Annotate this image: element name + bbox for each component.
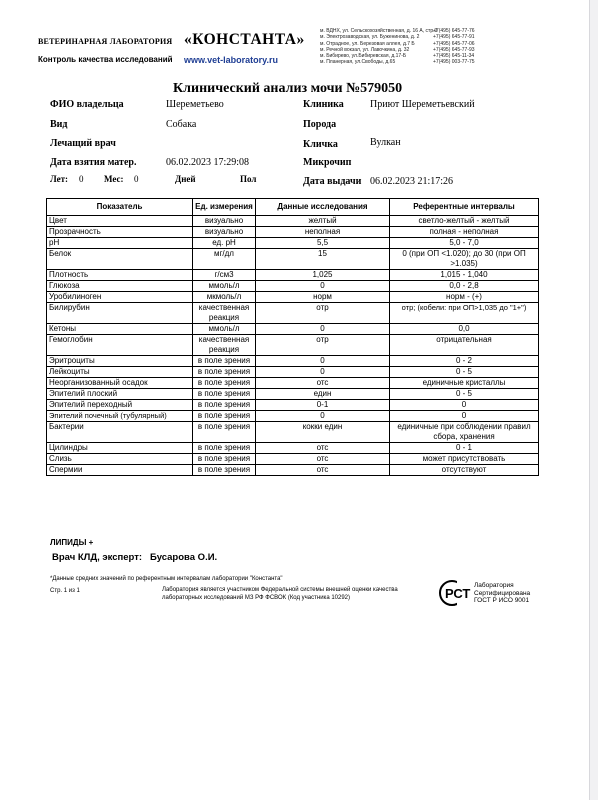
table-row xyxy=(47,249,539,270)
results-table xyxy=(46,198,539,476)
cell-result: отр xyxy=(256,303,390,324)
cell-reference: 0 xyxy=(390,411,539,422)
cell-indicator: Слизь xyxy=(47,454,193,465)
cell-reference: отсутствуют xyxy=(390,465,539,476)
header-reference: Референтные интервалы xyxy=(390,199,539,216)
cell-indicator: Плотность xyxy=(47,270,193,281)
years-value: 0 xyxy=(79,174,84,184)
clinic-label: Клиника xyxy=(303,99,344,110)
cell-unit: в поле зрения xyxy=(193,422,256,443)
cell-reference: отрицательная xyxy=(390,335,539,356)
species-value: Собака xyxy=(166,119,197,130)
cell-unit: в поле зрения xyxy=(193,411,256,422)
cell-result: кокки един xyxy=(256,422,390,443)
table-row xyxy=(47,324,539,335)
cell-indicator: Кетоны xyxy=(47,324,193,335)
cell-reference: полная - неполная xyxy=(390,227,539,238)
cell-unit: качественная реакция xyxy=(193,335,256,356)
issue-date-label: Дата выдачи xyxy=(303,176,362,187)
table-row xyxy=(47,292,539,303)
table-row xyxy=(47,227,539,238)
microchip-label: Микрочип xyxy=(303,157,352,168)
owner-value: Шереметьево xyxy=(166,99,224,110)
viewer-edge xyxy=(589,0,598,800)
cell-result: един xyxy=(256,389,390,400)
cell-result: 0 xyxy=(256,356,390,367)
cell-unit: в поле зрения xyxy=(193,367,256,378)
clinic-value: Приют Шереметьевский xyxy=(370,99,475,110)
months-label: Мес: xyxy=(104,174,124,184)
cell-result: неполная xyxy=(256,227,390,238)
lipids-note: ЛИПИДЫ + xyxy=(50,538,94,547)
table-row xyxy=(47,281,539,292)
cell-reference: отр; (кобели: при ОП>1,035 до "1+") xyxy=(390,303,539,324)
cell-reference: светло-желтый - желтый xyxy=(390,216,539,227)
cell-result: желтый xyxy=(256,216,390,227)
cell-result: 0 xyxy=(256,324,390,335)
cell-reference: 0 xyxy=(390,400,539,411)
cell-result: отр xyxy=(256,335,390,356)
sex-label: Пол xyxy=(240,174,257,184)
cell-result: отс xyxy=(256,378,390,389)
cell-result: 5,5 xyxy=(256,238,390,249)
cell-indicator: Спермии xyxy=(47,465,193,476)
cell-result: отс xyxy=(256,443,390,454)
nickname-label: Кличка xyxy=(303,139,338,150)
doctor-signature-label: Врач КЛД, эксперт: xyxy=(52,552,143,563)
cell-indicator: Эпителий почечный (тубулярный) xyxy=(47,411,193,422)
cell-indicator: Цвет xyxy=(47,216,193,227)
cell-unit: в поле зрения xyxy=(193,465,256,476)
cell-unit: визуально xyxy=(193,216,256,227)
table-row xyxy=(47,411,539,422)
table-row xyxy=(47,422,539,443)
species-label: Вид xyxy=(50,119,68,130)
cell-indicator: Эритроциты xyxy=(47,356,193,367)
page-number: Стр. 1 из 1 xyxy=(50,588,80,594)
lab-subtitle: Контроль качества исследований xyxy=(38,55,173,64)
days-label: Дней xyxy=(175,174,196,184)
cell-reference: 0,0 xyxy=(390,324,539,335)
cell-result: 0 xyxy=(256,281,390,292)
cert-logo xyxy=(438,578,472,608)
cell-result: 15 xyxy=(256,249,390,270)
cell-reference: 1,015 - 1,040 xyxy=(390,270,539,281)
cell-unit: в поле зрения xyxy=(193,389,256,400)
doctor-label: Лечащий врач xyxy=(50,138,116,149)
cell-reference: 0 - 1 xyxy=(390,443,539,454)
cert-text: Лаборатория Сертифицирована ГОСТ Р ИСО 9001 xyxy=(474,582,531,604)
table-row xyxy=(47,356,539,367)
cell-reference: 0 - 5 xyxy=(390,367,539,378)
cell-unit: ед. pH xyxy=(193,238,256,249)
cell-result: 0 xyxy=(256,367,390,378)
sample-date-value: 06.02.2023 17:29:08 xyxy=(166,157,250,168)
cell-indicator: Бактерии xyxy=(47,422,193,443)
table-row xyxy=(47,216,539,227)
cell-indicator: Эпителий плоский xyxy=(47,389,193,400)
cell-reference: 0 - 2 xyxy=(390,356,539,367)
table-row xyxy=(47,335,539,356)
nickname-value: Вулкан xyxy=(370,137,401,148)
footnote: *Данные средних значений по референтным интервалам лаборатории "Константа" xyxy=(50,576,283,582)
breed-label: Порода xyxy=(303,119,337,130)
cell-reference: 0,0 - 2,8 xyxy=(390,281,539,292)
cell-indicator: Уробилиноген xyxy=(47,292,193,303)
table-row xyxy=(47,238,539,249)
cell-reference: единичные при соблюдении правил сбора, хранения xyxy=(390,422,539,443)
cell-result: 0-1 xyxy=(256,400,390,411)
cell-indicator: Глюкоза xyxy=(47,281,193,292)
doctor-signature-name: Бусарова О.И. xyxy=(150,552,218,563)
cell-unit: мкмоль/л xyxy=(193,292,256,303)
table-row xyxy=(47,389,539,400)
cell-unit: ммоль/л xyxy=(193,281,256,292)
table-row xyxy=(47,303,539,324)
header-result: Данные исследования xyxy=(256,199,390,216)
cell-indicator: pH xyxy=(47,238,193,249)
cell-unit: мг/дл xyxy=(193,249,256,270)
cell-reference: 5,0 - 7,0 xyxy=(390,238,539,249)
lab-prefix: ВЕТЕРИНАРНАЯ ЛАБОРАТОРИЯ xyxy=(38,37,173,46)
cell-result: отс xyxy=(256,454,390,465)
cell-result: 1,025 xyxy=(256,270,390,281)
lab-phones: +7(495) 645-77-76 +7(495) 645-77-91 +7(495) 645-77-06 +7(495) 645-77-93 +7(495) 645-11-34 +7(495) 003-77-75 xyxy=(433,28,475,66)
header-unit: Ед. измерения xyxy=(193,199,256,216)
cell-unit: в поле зрения xyxy=(193,378,256,389)
cert-logo-text: РСТ xyxy=(445,586,471,601)
cell-indicator: Билирубин xyxy=(47,303,193,324)
cell-unit: в поле зрения xyxy=(193,454,256,465)
months-value: 0 xyxy=(134,174,139,184)
cell-reference: норм - (+) xyxy=(390,292,539,303)
header-indicator: Показатель xyxy=(47,199,193,216)
lab-addresses: м. ВДНХ, ул. Сельскохозяйственная, д. 16 А, стр.3 м. Электрозаводская, ул. Буженинова, д. 2 м. Отрадное, ул. Березовая аллея, д.7 Б м. Речной вокзал, ул. Лавочкина, д. 32 м. Бибирево, ул.Бибиревская, д.17-Б м. Планерная, ул.Свободы, д.65 xyxy=(320,28,438,66)
lab-website[interactable]: www.vet-laboratory.ru xyxy=(184,55,279,65)
table-row xyxy=(47,400,539,411)
table-row xyxy=(47,270,539,281)
cell-indicator: Гемоглобин xyxy=(47,335,193,356)
cell-indicator: Прозрачность xyxy=(47,227,193,238)
cell-reference: 0 (при ОП <1.020); до 30 (при ОП >1.035) xyxy=(390,249,539,270)
cell-unit: в поле зрения xyxy=(193,400,256,411)
owner-label: ФИО владельца xyxy=(50,99,124,110)
table-row xyxy=(47,443,539,454)
cell-reference: 0 - 5 xyxy=(390,389,539,400)
cell-unit: в поле зрения xyxy=(193,443,256,454)
cell-reference: может присутствовать xyxy=(390,454,539,465)
issue-date-value: 06.02.2023 21:17:26 xyxy=(370,176,454,187)
fsvok-note: Лаборатория является участником Федеральной системы внешней оценки качества лабораторных исследований МЗ РФ ФСВОК (Код участника 10292) xyxy=(162,587,398,601)
cell-unit: г/см3 xyxy=(193,270,256,281)
table-row xyxy=(47,378,539,389)
cell-unit: качественная реакция xyxy=(193,303,256,324)
table-row xyxy=(47,465,539,476)
table-header-row xyxy=(47,199,539,216)
cell-indicator: Эпителий переходный xyxy=(47,400,193,411)
cell-indicator: Цилиндры xyxy=(47,443,193,454)
lab-name: «КОНСТАНТА» xyxy=(184,31,305,48)
table-row xyxy=(47,367,539,378)
cell-indicator: Неорганизованный осадок xyxy=(47,378,193,389)
cell-unit: визуально xyxy=(193,227,256,238)
cell-result: отс xyxy=(256,465,390,476)
cell-result: 0 xyxy=(256,411,390,422)
table-row xyxy=(47,454,539,465)
cell-indicator: Лейкоциты xyxy=(47,367,193,378)
cell-indicator: Белок xyxy=(47,249,193,270)
cell-reference: единичные кристаллы xyxy=(390,378,539,389)
cell-unit: в поле зрения xyxy=(193,356,256,367)
years-label: Лет: xyxy=(50,174,69,184)
cell-result: норм xyxy=(256,292,390,303)
cell-unit: ммоль/л xyxy=(193,324,256,335)
sample-date-label: Дата взятия матер. xyxy=(50,157,137,168)
report-title: Клинический анализ мочи №579050 xyxy=(173,81,403,96)
